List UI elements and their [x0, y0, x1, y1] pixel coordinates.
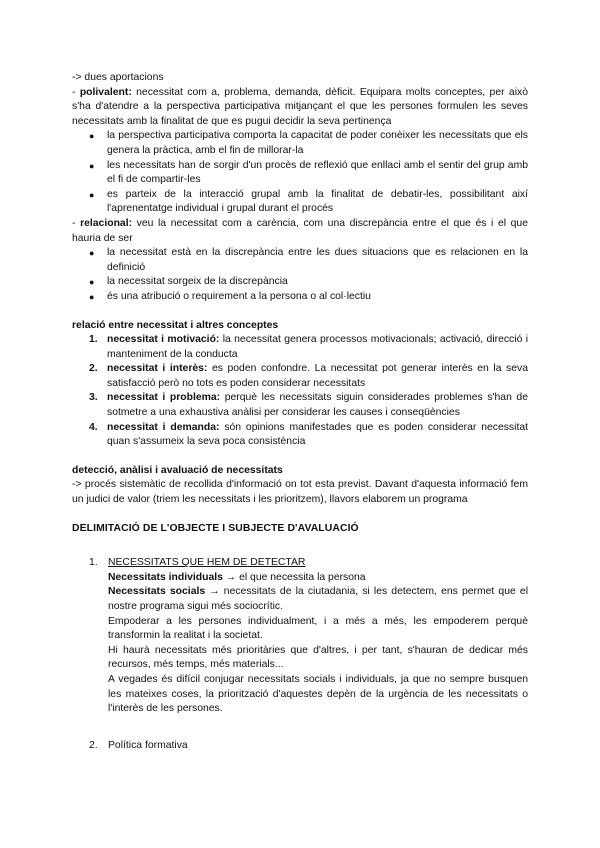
- bullet-icon: ●: [89, 160, 95, 171]
- section-number: 1.: [89, 557, 98, 569]
- section-number: 2.: [89, 739, 98, 751]
- intro-line: -> dues aportacions: [72, 72, 164, 83]
- section-1-title: NECESSITATS QUE HEM DE DETECTAR: [108, 557, 306, 569]
- polivalent-term: polivalent:: [79, 86, 132, 98]
- bullet-icon: ●: [89, 277, 95, 288]
- individuals-line: Necessitats individuals → el que necessita la persona: [108, 571, 366, 583]
- list-item: ● les necessitats han de sorgir d'un procès de reflexió que enllaci amb el sentir del grup amb el fi de compartir-les: [89, 159, 528, 186]
- dash: -: [72, 217, 81, 229]
- section-2-title: Política formativa: [108, 739, 188, 751]
- list-item: 3. necessitat i problema: perquè les necessitats siguin considerades problemes s'han de sotmetre a una exhaustiva anàlisi per considerar les causes i conseqüències: [89, 392, 528, 419]
- paragraph: Empoderar a les persones individualment, i a més a més, les empoderem perquè transformin la realitat i la societat.: [108, 615, 528, 642]
- section-1: [72, 556, 528, 717]
- list-item: 4. necessitat i demanda: són opinions manifestades que es poden considerar necessitat quan s'assumeix la seva poca consistència: [89, 421, 528, 448]
- list-item: 1. necessitat i motivació: la necessitat genera processos motivacionals; activació, direcció i manteniment de la conducta: [89, 334, 528, 360]
- list-item: 2. necessitat i interès: es poden confondre. La necessitat pot generar interès en la seva satisfacció però no tots es poden considerar necessitats: [89, 363, 528, 389]
- bullet-icon: ●: [89, 189, 95, 200]
- relacional-term: relacional:: [80, 217, 133, 229]
- polivalent-bullets: [72, 129, 528, 217]
- socials-paragraph: Necessitats socials → necessitats de la ciutadania, si les detectem, ens permet que el nostre programa sigui més sociocrític.: [108, 586, 528, 612]
- list-item: ● la perspectiva participativa comporta la capacitat de poder conèixer les necessitats que els genera la pràctica, amb el fin de millorar-la: [89, 130, 528, 156]
- document-page: [72, 71, 528, 753]
- list-item: ● la necessitat està en la discrepància entre les dues situacions que es relacionen en la definició: [89, 247, 528, 273]
- relacional-paragraph: [72, 217, 528, 246]
- list-item: ● es parteix de la interacció grupal amb la finalitat de debatir-les, possibilitant així l'aprenentatge individual i grupal durant el procés: [89, 188, 528, 215]
- bullet-icon: ●: [89, 131, 95, 142]
- relacional-text: veu la necessitat com a carència, com una discrepància entre el que és i el que hauria de ser: [72, 217, 528, 244]
- dash: -: [72, 86, 80, 98]
- paragraph: A vegades és difícil conjugar necessitats socials i individuals, ja que no sempre busquen les mateixes coses, la priorització d'aquestes depèn de la urgència de les necessitats o l'interès de les persones.: [108, 673, 528, 715]
- paragraph: Hi haurà necessitats més prioritàries que d'altres, i per tant, s'hauran de dedicar més recursos, més temps, més materials...: [108, 644, 528, 671]
- relacio-heading: relació entre necessitat i altres conceptes: [72, 319, 279, 331]
- section-2: [72, 739, 528, 754]
- list-item: ● és una atribució o requirement a la persona o al col·lectiu: [72, 290, 528, 305]
- relacio-list: [72, 333, 528, 450]
- list-item: ● la necessitat sorgeix de la discrepància: [72, 275, 528, 290]
- bullet-icon: ●: [89, 291, 95, 302]
- delimitacio-heading: DELIMITACIÓ DE L'OBJECTE I SUBJECTE D'AVALUACIÓ: [72, 522, 359, 534]
- bullet-icon: ●: [89, 248, 95, 259]
- deteccio-heading: detecció, anàlisi i avaluació de necessitats: [72, 464, 283, 476]
- polivalent-paragraph: [72, 86, 528, 130]
- polivalent-text: necessitat com a, problema, demanda, dèficit. Equipara molts conceptes, per això s'ha d'atendre a la perspectiva participativa mitjançant el que les persones formulen les seves necessitats amb la finalitat de que es pugui decidir la seva pertinença: [72, 86, 528, 127]
- relacional-bullets: [72, 246, 528, 304]
- deteccio-text: -> procés sistemàtic de recollida d'informació on tot esta previst. Davant d'aquesta informació fem un judici de valor (triem les necessitats i les prioritzem), llavors elaborem un programa: [72, 479, 528, 506]
